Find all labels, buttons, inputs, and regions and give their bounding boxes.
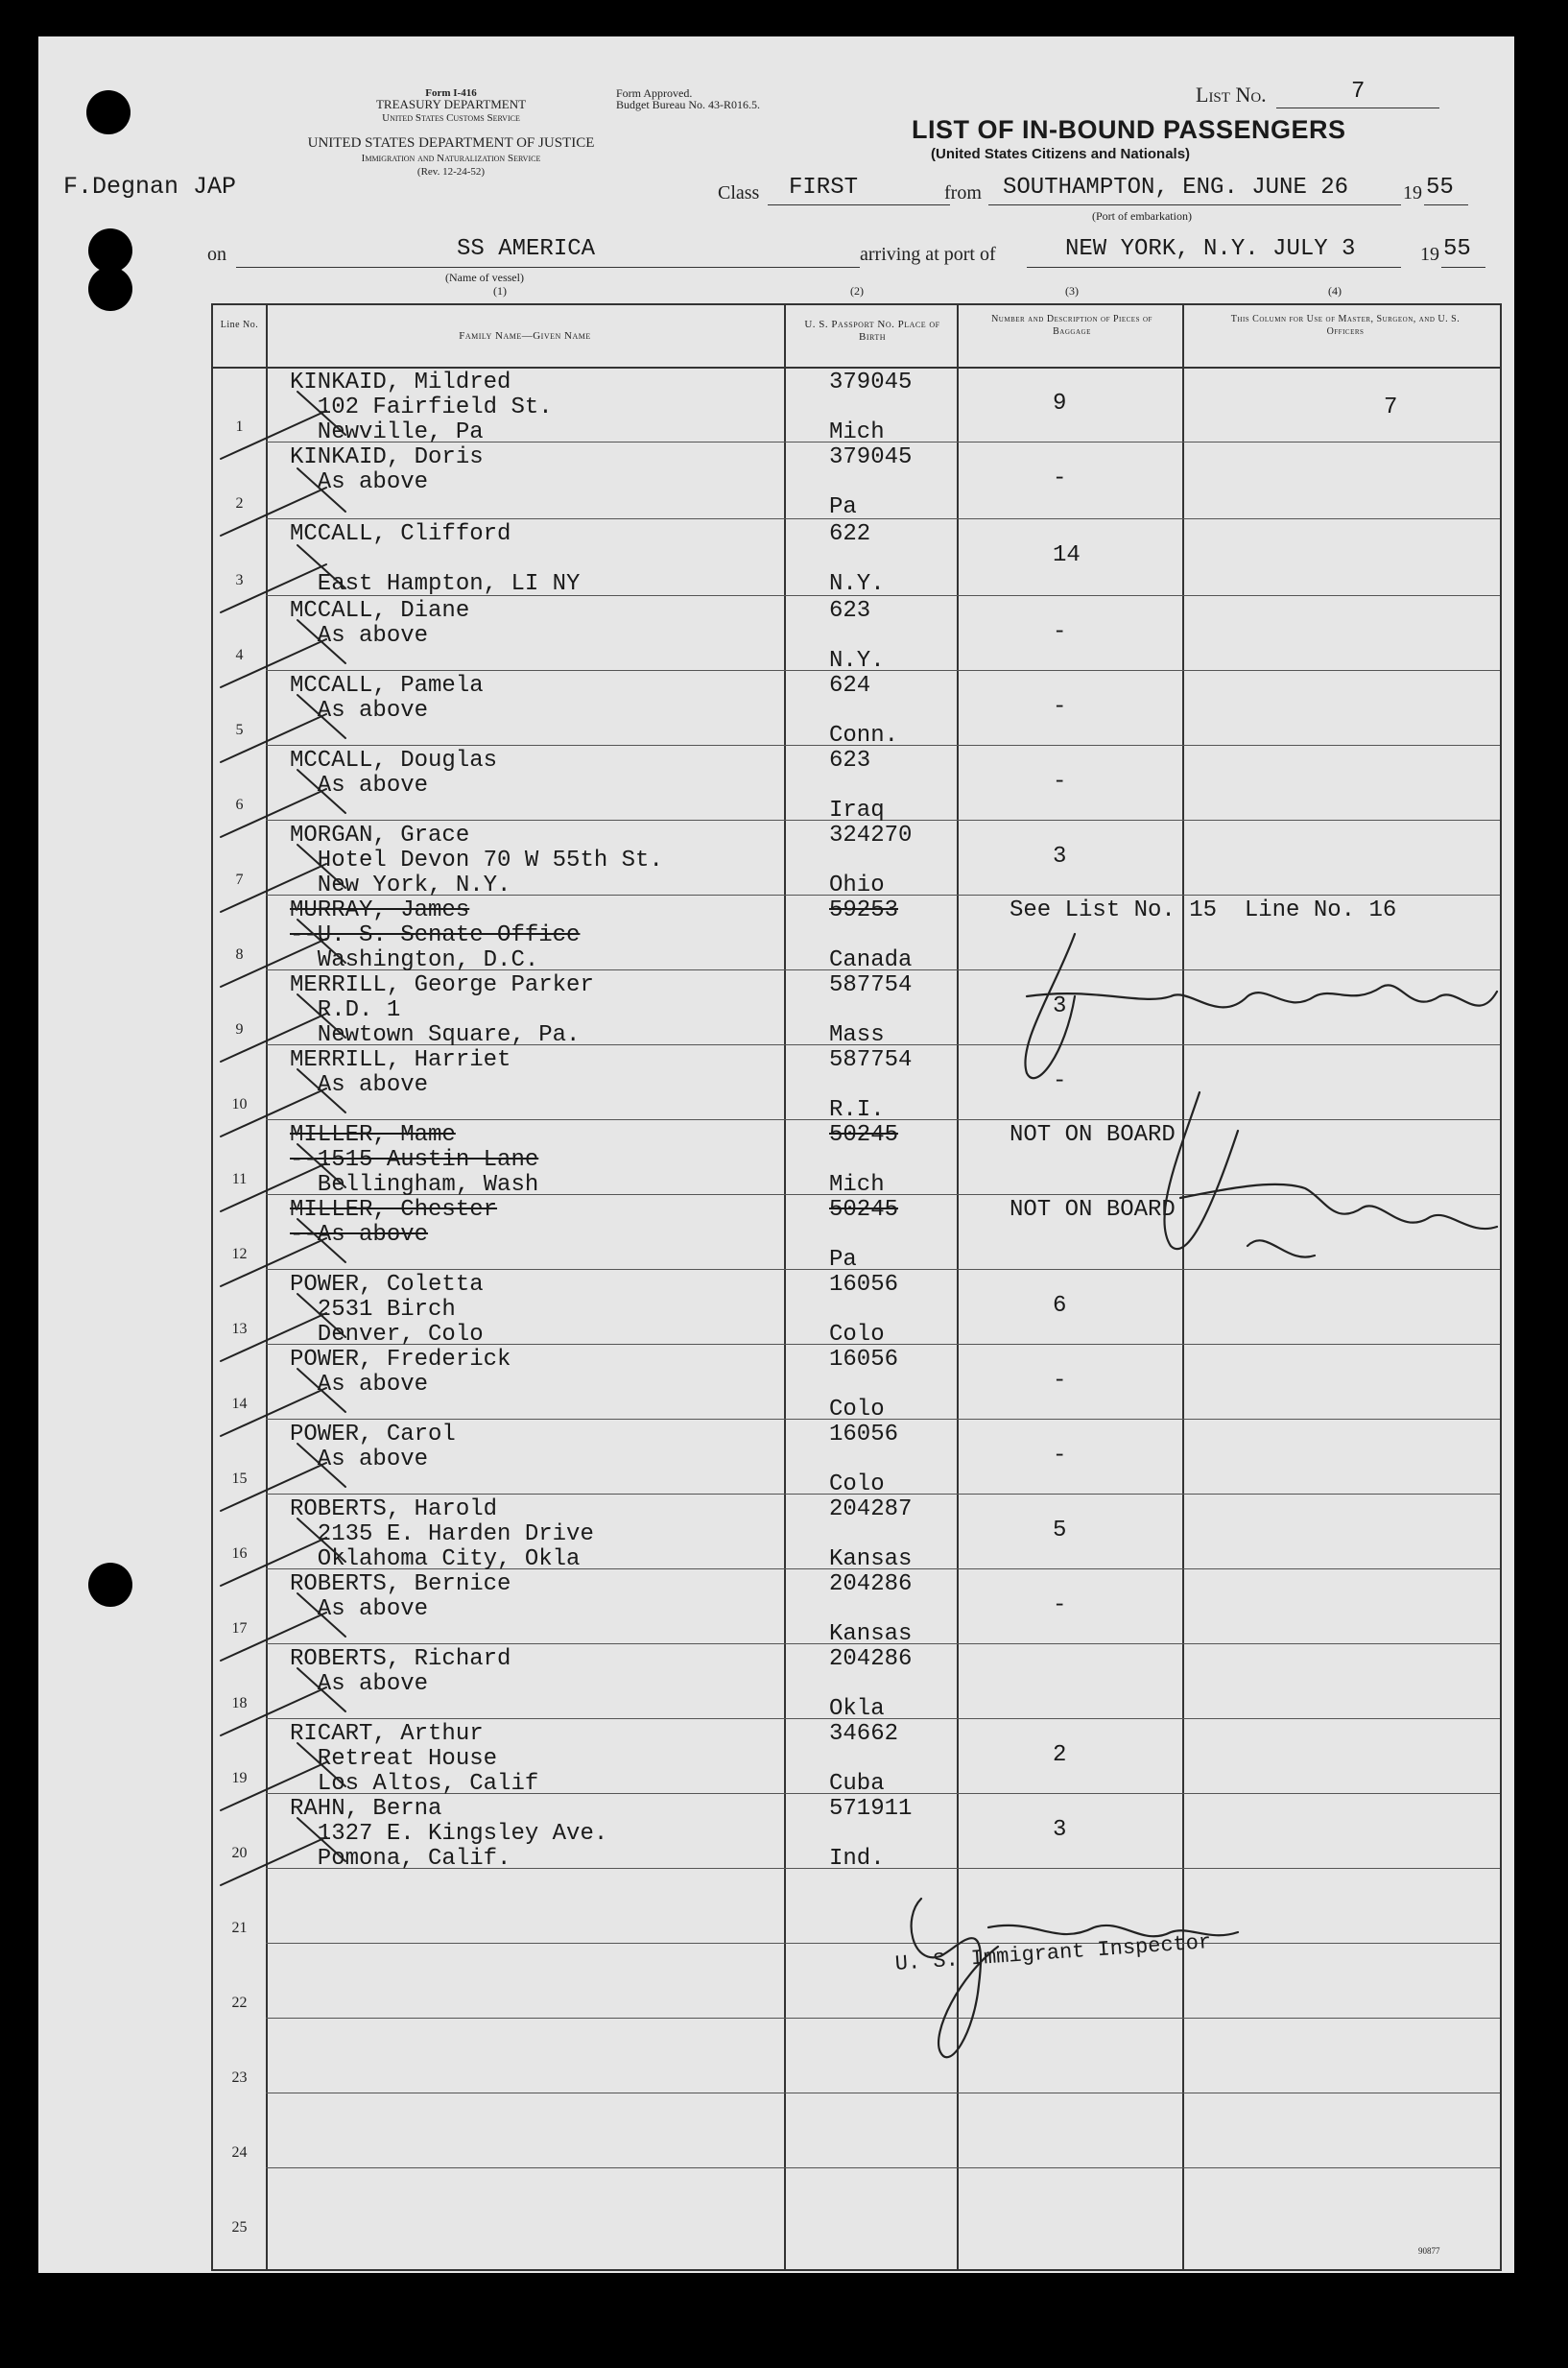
baggage-count: 3 xyxy=(1053,844,1067,870)
passenger-name: ROBERTS, Harold xyxy=(290,1496,498,1522)
baggage-count: 2 xyxy=(1053,1742,1067,1768)
passenger-address: As above xyxy=(290,773,429,799)
place-of-birth: Colo xyxy=(829,1322,885,1348)
passenger-name: ROBERTS, Richard xyxy=(290,1646,511,1672)
passenger-name: MCCALL, Clifford xyxy=(290,521,511,547)
passport-number: 16056 xyxy=(829,1272,899,1298)
line-number: 2 xyxy=(235,495,244,512)
header-officers: This Column for Use of Master, Surgeon, and U. S. Officers xyxy=(1230,314,1461,337)
arriving-label: arriving at port of xyxy=(860,244,996,265)
passenger-address: Newtown Square, Pa. xyxy=(290,1022,581,1048)
dept-treasury: TREASURY DEPARTMENT xyxy=(375,97,527,111)
passenger-name: RICART, Arthur xyxy=(290,1721,484,1747)
line-number: 1 xyxy=(235,419,244,435)
form-approved: Form Approved. xyxy=(616,86,693,100)
line-number: 14 xyxy=(231,1396,248,1412)
line-number: 24 xyxy=(231,2144,248,2161)
passenger-name: POWER, Frederick xyxy=(290,1347,511,1373)
passenger-address: Retreat House xyxy=(290,1746,498,1772)
document-page xyxy=(38,36,1514,2273)
passport-number: 34662 xyxy=(829,1721,899,1747)
baggage-count: - xyxy=(1053,466,1067,491)
arr-year: 55 xyxy=(1443,236,1471,262)
passenger-address: --1515 Austin Lane xyxy=(290,1147,539,1173)
place-of-birth: Mass xyxy=(829,1022,885,1048)
passport-number: 50245 xyxy=(829,1122,899,1148)
passport-number: 623 xyxy=(829,598,871,624)
passport-number: 587754 xyxy=(829,1047,913,1073)
place-of-birth: Okla xyxy=(829,1696,885,1722)
baggage-count: - xyxy=(1053,1443,1067,1469)
passenger-address: Pomona, Calif. xyxy=(290,1846,511,1872)
passport-number: 379045 xyxy=(829,444,913,470)
handwritten-signatures xyxy=(38,36,1514,2273)
place-of-birth: Kansas xyxy=(829,1546,913,1572)
passenger-name: KINKAID, Doris xyxy=(290,444,484,470)
baggage-count: 3 xyxy=(1053,993,1067,1019)
line-number: 16 xyxy=(231,1545,248,1562)
vessel-name: SS AMERICA xyxy=(457,236,596,262)
col3-no: (3) xyxy=(1065,284,1079,298)
line-number: 22 xyxy=(231,1995,248,2011)
list-no-value: 7 xyxy=(1351,79,1366,105)
passenger-name: POWER, Carol xyxy=(290,1422,456,1447)
header-line-no: Line No. xyxy=(220,320,259,330)
passenger-address: R.D. 1 xyxy=(290,997,401,1023)
line-number: 18 xyxy=(231,1695,248,1711)
place-of-birth: Colo xyxy=(829,1397,885,1423)
line-number: 25 xyxy=(231,2219,248,2236)
passenger-address: As above xyxy=(290,1447,429,1472)
line-number: 9 xyxy=(235,1021,244,1038)
place-of-birth: Pa xyxy=(829,494,857,520)
port-note: (Port of embarkation) xyxy=(1092,209,1192,223)
passenger-name: MERRILL, George Parker xyxy=(290,972,594,998)
baggage-count: NOT ON BOARD xyxy=(1010,1122,1176,1148)
line-number: 20 xyxy=(231,1845,248,1861)
baggage-count: - xyxy=(1053,694,1067,720)
passenger-name: MCCALL, Diane xyxy=(290,598,470,624)
passenger-name: MCCALL, Douglas xyxy=(290,748,498,774)
place-of-birth: Colo xyxy=(829,1471,885,1497)
line-number: 3 xyxy=(235,572,244,588)
passenger-name: MERRILL, Harriet xyxy=(290,1047,511,1073)
form-title: LIST OF IN-BOUND PASSENGERS xyxy=(912,115,1346,144)
baggage-count: NOT ON BOARD xyxy=(1010,1197,1176,1223)
passport-number: 204286 xyxy=(829,1571,913,1597)
line-number: 15 xyxy=(231,1471,248,1487)
arr-year-prefix: 19 xyxy=(1420,244,1439,265)
baggage-count: 3 xyxy=(1053,1817,1067,1843)
passenger-name: MILLER, Chester xyxy=(290,1197,498,1223)
line-number: 19 xyxy=(231,1770,248,1786)
place-of-birth: Pa xyxy=(829,1247,857,1273)
passenger-name: MORGAN, Grace xyxy=(290,823,470,849)
passenger-address: Hotel Devon 70 W 55th St. xyxy=(290,848,663,873)
place-of-birth: N.Y. xyxy=(829,648,885,674)
passenger-address: Newville, Pa xyxy=(290,419,484,445)
form-subtitle: (United States Citizens and Nationals) xyxy=(931,146,1191,162)
baggage-count: See List No. 15 Line No. 16 xyxy=(1010,897,1397,923)
line-number: 4 xyxy=(235,647,244,663)
passenger-address: Oklahoma City, Okla xyxy=(290,1546,581,1572)
passenger-name: MURRAY, James xyxy=(290,897,470,923)
revision-date: (Rev. 12-24-52) xyxy=(416,166,486,178)
baggage-count: - xyxy=(1053,619,1067,645)
from-value: SOUTHAMPTON, ENG. JUNE 26 xyxy=(1003,175,1349,201)
passport-number: 59253 xyxy=(829,897,899,923)
from-year: 55 xyxy=(1426,175,1454,201)
baggage-count: - xyxy=(1053,1368,1067,1394)
place-of-birth: Mich xyxy=(829,1172,885,1198)
arrival-value: NEW YORK, N.Y. JULY 3 xyxy=(1065,236,1356,262)
passport-number: 623 xyxy=(829,748,871,774)
list-no-label: List No. xyxy=(1196,83,1267,107)
form-stamp: 90877 xyxy=(1418,2246,1440,2256)
line-number: 21 xyxy=(231,1920,248,1936)
on-label: on xyxy=(207,244,226,265)
place-of-birth: R.I. xyxy=(829,1097,885,1123)
baggage-count: - xyxy=(1053,1068,1067,1094)
vessel-note: (Name of vessel) xyxy=(445,271,524,284)
passenger-name: ROBERTS, Bernice xyxy=(290,1571,511,1597)
baggage-count: 9 xyxy=(1053,391,1067,417)
line-number: 7 xyxy=(235,872,244,888)
passenger-address: East Hampton, LI NY xyxy=(290,571,581,597)
baggage-count: 6 xyxy=(1053,1293,1067,1319)
line-number: 5 xyxy=(235,722,244,738)
passport-number: 324270 xyxy=(829,823,913,849)
line-number: 6 xyxy=(235,797,244,813)
passenger-address: Los Altos, Calif xyxy=(290,1771,539,1797)
passenger-address: New York, N.Y. xyxy=(290,873,511,898)
passenger-address: 2135 E. Harden Drive xyxy=(290,1521,594,1547)
line-number: 10 xyxy=(231,1096,248,1112)
passport-number: 204287 xyxy=(829,1496,913,1522)
passport-number: 16056 xyxy=(829,1422,899,1447)
passenger-address: --U. S. Senate Office xyxy=(290,922,581,948)
passenger-address: Bellingham, Wash xyxy=(290,1172,539,1198)
passport-number: 16056 xyxy=(829,1347,899,1373)
place-of-birth: Ind. xyxy=(829,1846,885,1872)
passenger-address: 1327 E. Kingsley Ave. xyxy=(290,1821,608,1847)
passport-number: 204286 xyxy=(829,1646,913,1672)
passenger-address: Denver, Colo xyxy=(290,1322,484,1348)
passenger-address: 102 Fairfield St. xyxy=(290,395,553,420)
passport-number: 622 xyxy=(829,521,871,547)
form-number: Form I-416 xyxy=(425,87,477,99)
header-baggage: Number and Description of Pieces of Baggage xyxy=(991,314,1152,337)
line-number: 11 xyxy=(231,1171,248,1187)
passenger-address: 2531 Birch xyxy=(290,1297,456,1323)
passenger-name: KINKAID, Mildred xyxy=(290,370,511,395)
line-number: 17 xyxy=(231,1620,248,1637)
col1-no: (1) xyxy=(493,284,507,298)
line-number: 8 xyxy=(235,946,244,963)
place-of-birth: Iraq xyxy=(829,798,885,824)
col4-no: (4) xyxy=(1328,284,1342,298)
passport-number: 587754 xyxy=(829,972,913,998)
class-label: Class xyxy=(718,182,760,203)
budget-bureau: Budget Bureau No. 43-R016.5. xyxy=(616,98,760,111)
passenger-address: As above xyxy=(290,1596,429,1622)
place-of-birth: Conn. xyxy=(829,723,899,749)
passenger-name: POWER, Coletta xyxy=(290,1272,484,1298)
passport-number: 624 xyxy=(829,673,871,699)
from-year-prefix: 19 xyxy=(1403,182,1422,203)
officer-note: 7 xyxy=(1384,395,1398,420)
line-number: 13 xyxy=(231,1321,248,1337)
passenger-address: As above xyxy=(290,698,429,724)
passenger-address: As above xyxy=(290,623,429,649)
baggage-count: 14 xyxy=(1053,542,1081,568)
passenger-address: Washington, D.C. xyxy=(290,947,539,973)
passenger-address: As above xyxy=(290,1372,429,1398)
inspector-code: F.Degnan JAP xyxy=(63,173,237,201)
passenger-name: RAHN, Berna xyxy=(290,1796,442,1822)
baggage-count: - xyxy=(1053,1592,1067,1618)
line-number: 12 xyxy=(231,1246,248,1262)
place-of-birth: Mich xyxy=(829,419,885,445)
dept-ins: Immigration and Naturalization Service xyxy=(361,153,541,164)
passenger-address: As above xyxy=(290,469,429,495)
place-of-birth: Ohio xyxy=(829,873,885,898)
place-of-birth: Canada xyxy=(829,947,913,973)
inspector-label: U. S. Immigrant Inspector xyxy=(894,1929,1213,1976)
passenger-address: As above xyxy=(290,1671,429,1697)
line-number: 23 xyxy=(231,2069,248,2086)
passenger-address: --As above xyxy=(290,1222,429,1248)
passenger-name: MILLER, Mame xyxy=(290,1122,456,1148)
class-value: FIRST xyxy=(789,175,859,201)
baggage-count: - xyxy=(1053,769,1067,795)
passport-number: 379045 xyxy=(829,370,913,395)
header-name: Family Name—Given Name xyxy=(459,330,591,342)
col2-no: (2) xyxy=(850,284,864,298)
dept-justice: UNITED STATES DEPARTMENT OF JUSTICE xyxy=(307,135,595,151)
baggage-count: 5 xyxy=(1053,1518,1067,1543)
dept-customs: United States Customs Service xyxy=(382,112,520,124)
place-of-birth: Kansas xyxy=(829,1621,913,1647)
from-label: from xyxy=(944,182,982,203)
header-passport: U. S. Passport No. Place of Birth xyxy=(804,319,940,343)
passenger-address: As above xyxy=(290,1072,429,1098)
passenger-name: MCCALL, Pamela xyxy=(290,673,484,699)
passport-number: 50245 xyxy=(829,1197,899,1223)
place-of-birth: N.Y. xyxy=(829,571,885,597)
passport-number: 571911 xyxy=(829,1796,913,1822)
place-of-birth: Cuba xyxy=(829,1771,885,1797)
